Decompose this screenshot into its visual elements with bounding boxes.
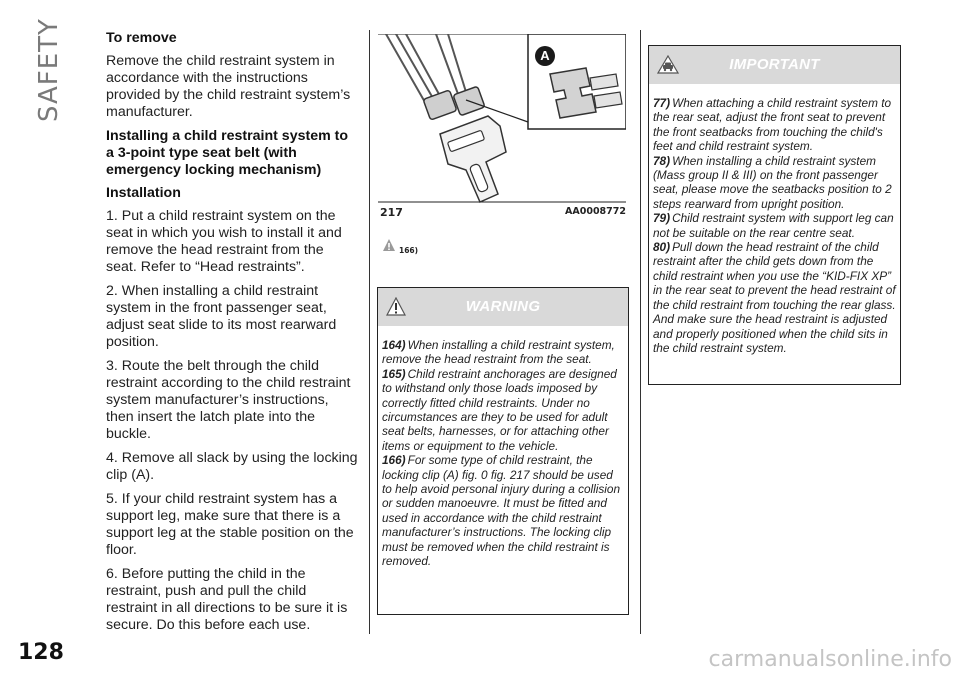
heading-installing: Installing a child restraint system to a 3-point type seat belt (with emergency locking mechanism) xyxy=(106,128,349,178)
warning-title: WARNING xyxy=(465,298,541,315)
important-header xyxy=(649,46,900,84)
warning-item-number: 164) xyxy=(382,338,406,352)
warning-triangle-icon xyxy=(382,238,396,252)
important-item-text: Child restraint system with support leg can not be suitable on the rear centre seat. xyxy=(653,211,894,240)
important-item xyxy=(653,154,896,212)
figure-number: 217 xyxy=(380,206,403,219)
important-item-text: When attaching a child restraint system to the rear seat, adjust the front seat to prevent the front seatbacks from touching the child's feet and child restraint system. xyxy=(653,96,892,154)
locking-clip-illustration xyxy=(378,34,626,227)
step-6: 6. Before putting the child in the restraint, push and pull the child restraint in all directions to be sure it is secure. Do this before each use. xyxy=(106,566,348,633)
important-item-text: Pull down the head restraint of the child restraint after the child gets down from the child restraint when you use the “KID-FIX XP” in the rear seat to prevent the head restraint of the child restraint from touching the rear glass. And make sure the head restraint is adjusted and properly positioned when the child sits in the child restraint system. xyxy=(653,240,896,355)
important-item xyxy=(653,240,896,355)
important-item xyxy=(653,211,896,240)
important-item-text: When installing a child restraint system (Mass group II & III) on the front passenger seat, please move the seatbacks position to 2 steps rearward from upright position. xyxy=(653,153,892,211)
important-item-number: 80) xyxy=(653,240,671,255)
important-body xyxy=(649,84,900,363)
warning-item-text: When installing a child restraint system, remove the head restraint from the seat. xyxy=(382,338,615,367)
reference-number: 166) xyxy=(399,246,419,255)
heading-installation: Installation xyxy=(106,185,181,201)
step-5: 5. If your child restraint system has a support leg, make sure that there is a support leg at the stable position on the floor. xyxy=(106,491,354,558)
important-item-number: 77) xyxy=(653,96,671,110)
figure-code: AA0008772 xyxy=(565,206,626,217)
page-number: 128 xyxy=(18,640,64,665)
important-item xyxy=(653,96,896,154)
warning-body xyxy=(378,326,628,577)
column-divider-left xyxy=(369,30,370,634)
step-4: 4. Remove all slack by using the locking clip (A). xyxy=(106,450,358,483)
paragraph-remove: Remove the child restraint system in accordance with the instructions provided by the child restraint system’s manufacturer. xyxy=(106,53,351,120)
warning-item xyxy=(382,338,624,367)
warning-box xyxy=(377,287,629,615)
heading-to-remove: To remove xyxy=(106,30,177,46)
important-item-number: 78) xyxy=(653,153,671,168)
section-side-tab: SAFETY xyxy=(34,18,64,122)
important-box xyxy=(648,45,901,385)
callout-label: A xyxy=(540,48,550,63)
warning-header xyxy=(378,288,628,326)
callout-marker xyxy=(535,46,555,66)
warning-item-text: Child restraint anchorages are designed to withstand only those loads imposed by correctly fitted child restraints. Under no circumstances are they to be used for adult seat belts, harnesses, or for attaching other items or equipment to the vehicle. xyxy=(382,366,617,453)
warning-item-number: 165) xyxy=(382,366,406,381)
step-2: 2. When installing a child restraint system in the front passenger seat, adjust seat slide to its most rearward position. xyxy=(106,283,337,350)
step-1: 1. Put a child restraint system on the seat in which you wish to install it and remove the head restraint from the seat. Refer to “Head restraints”. xyxy=(106,208,342,275)
figure-locking-clip xyxy=(378,34,626,227)
warning-item-number: 166) xyxy=(382,453,406,468)
important-item-number: 79) xyxy=(653,211,671,226)
step-3: 3. Route the belt through the child restraint according to the child restraint system manufacturer’s instructions, then insert the latch plate into the buckle. xyxy=(106,358,351,442)
warning-item-text: For some type of child restraint, the locking clip (A) fig. 0 fig. 217 should be used to help avoid personal injury during a collision or sudden manoeuvre. It must be fitted and used in accordance with the child restraint manufacturer’s instructions. The locking clip must be removed when the child restraint is removed. xyxy=(382,453,621,569)
warning-item xyxy=(382,367,624,453)
important-title: IMPORTANT xyxy=(729,56,820,73)
instructions-column xyxy=(106,30,358,641)
warning-item xyxy=(382,453,624,568)
watermark: carmanualsonline.info xyxy=(708,647,952,672)
column-divider-right xyxy=(640,30,641,634)
